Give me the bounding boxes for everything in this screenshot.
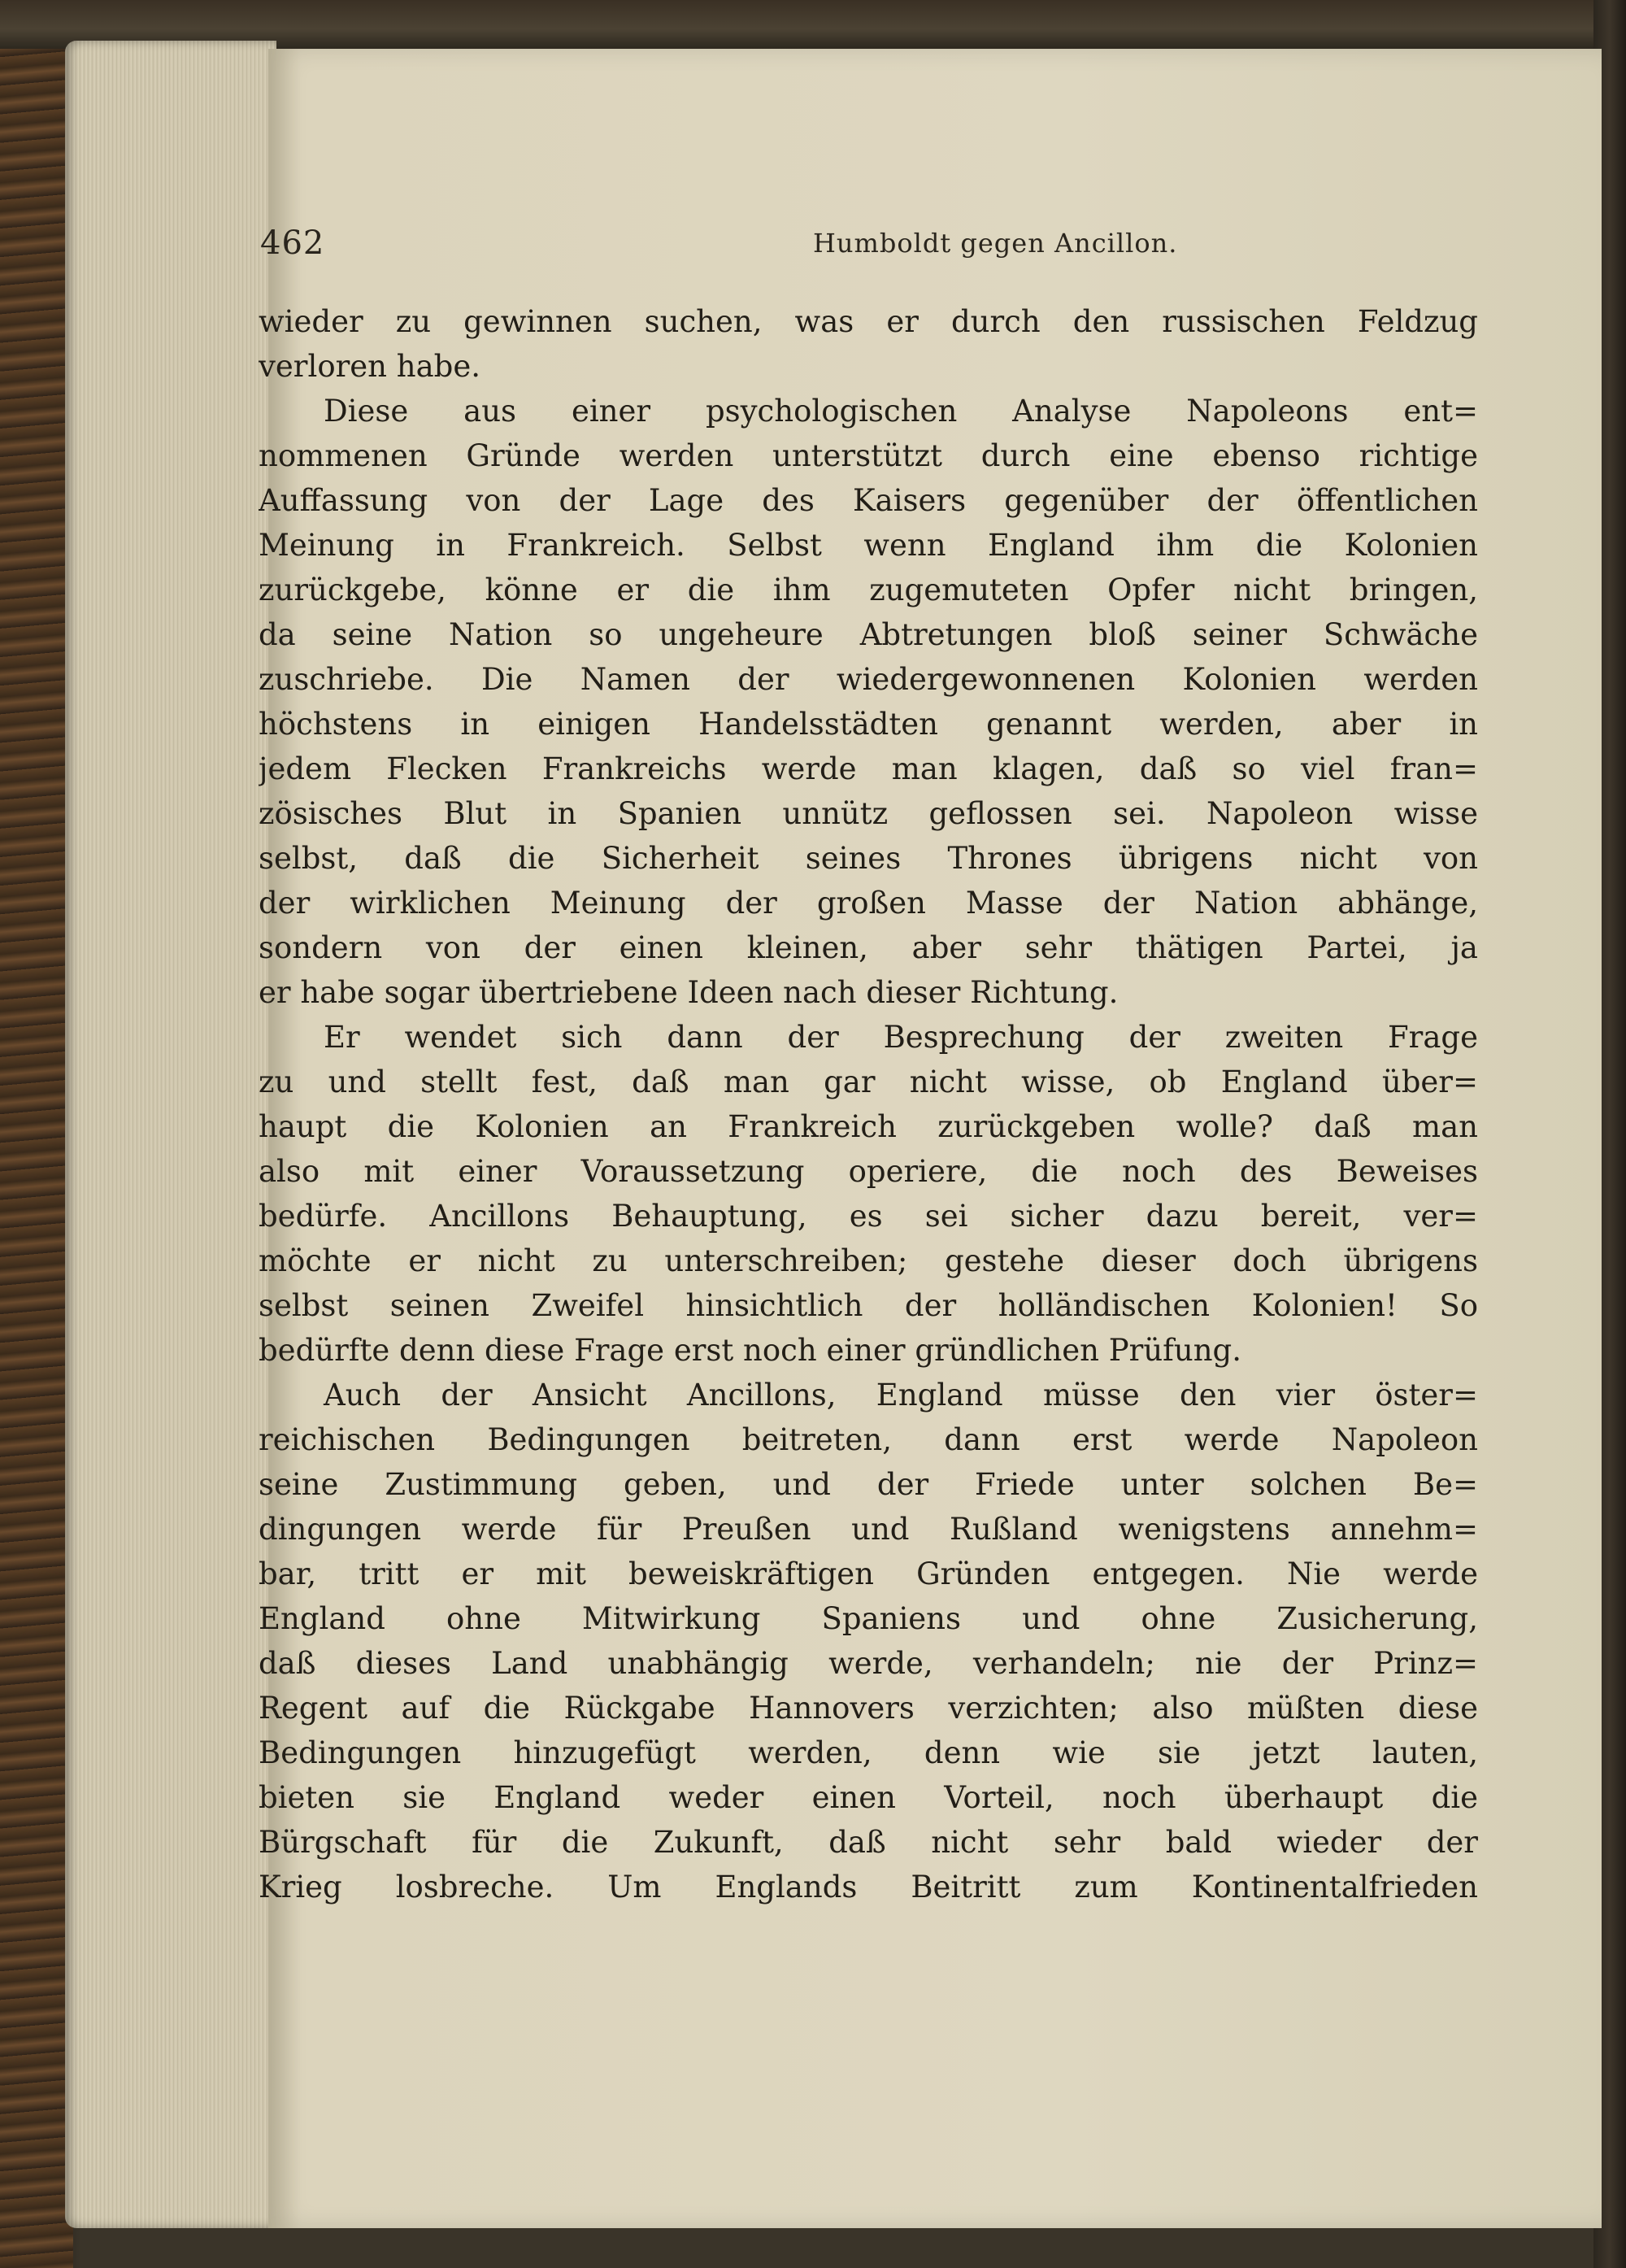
text-line: dingungen werde für Preußen und Rußland wenigstens annehm= — [259, 1512, 1478, 1547]
text-line: zurückgebe, könne er die ihm zugemuteten Opfer nicht bringen, — [259, 572, 1478, 607]
text-line: sondern von der einen kleinen, aber sehr thätigen Partei, ja — [259, 930, 1478, 965]
text-line: reichischen Bedingungen beitreten, dann erst werde Napoleon — [259, 1422, 1478, 1457]
page-stack-edges — [65, 41, 276, 2228]
text-line: der wirklichen Meinung der großen Masse der Nation abhänge, — [259, 886, 1478, 921]
text-line: Krieg losbreche. Um Englands Beitritt zum Kontinentalfrieden — [259, 1870, 1478, 1905]
text-line: Er wendet sich dann der Besprechung der zweiten Frage — [324, 1020, 1478, 1055]
text-line: wieder zu gewinnen suchen, was er durch den russischen Feldzug — [259, 304, 1478, 339]
text-line: haupt die Kolonien an Frankreich zurückgeben wolle? daß man — [259, 1109, 1478, 1144]
text-line: zu und stellt fest, daß man gar nicht wisse, ob England über= — [259, 1064, 1478, 1099]
text-line: verloren habe. — [259, 349, 481, 384]
text-line: bedürfe. Ancillons Behauptung, es sei sicher dazu bereit, ver= — [259, 1199, 1478, 1234]
text-line: er habe sogar übertriebene Ideen nach dieser Richtung. — [259, 975, 1119, 1010]
text-line: Regent auf die Rückgabe Hannovers verzichten; also müßten diese — [259, 1691, 1478, 1726]
text-line: nommenen Gründe werden unterstützt durch eine ebenso richtige — [259, 438, 1478, 473]
text-line: Bedingungen hinzugefügt werden, denn wie sie jetzt lauten, — [259, 1735, 1478, 1770]
text-line: höchstens in einigen Handelsstädten genannt werden, aber in — [259, 707, 1478, 742]
body-text — [259, 299, 1478, 1909]
text-line: Bürgschaft für die Zukunft, daß nicht sehr bald wieder der — [259, 1825, 1478, 1860]
text-line: seine Zustimmung geben, und der Friede unter solchen Be= — [259, 1467, 1478, 1502]
marbled-cover-edge — [0, 0, 73, 2268]
text-line: bieten sie England weder einen Vorteil, noch überhaupt die — [259, 1780, 1478, 1815]
text-line: Auch der Ansicht Ancillons, England müsse den vier öster= — [324, 1378, 1478, 1413]
text-line: bar, tritt er mit beweiskräftigen Gründen entgegen. Nie werde — [259, 1556, 1478, 1591]
text-line: jedem Flecken Frankreichs werde man klagen, daß so viel fran= — [259, 751, 1478, 786]
text-line: selbst, daß die Sicherheit seines Thrones übrigens nicht von — [259, 841, 1478, 876]
text-line: da seine Nation so ungeheure Abtretungen bloß seiner Schwäche — [259, 617, 1478, 652]
text-line: selbst seinen Zweifel hinsichtlich der holländischen Kolonien! So — [259, 1288, 1478, 1323]
text-line: England ohne Mitwirkung Spaniens und ohne Zusicherung, — [259, 1601, 1478, 1636]
text-line: zösisches Blut in Spanien unnütz geflossen sei. Napoleon wisse — [259, 796, 1478, 831]
text-line: zuschriebe. Die Namen der wiedergewonnenen Kolonien werden — [259, 662, 1478, 697]
running-title: Humboldt gegen Ancillon. — [813, 228, 1178, 259]
text-line: Meinung in Frankreich. Selbst wenn England ihm die Kolonien — [259, 528, 1478, 563]
page-number: 462 — [260, 224, 325, 262]
text-line: Diese aus einer psychologischen Analyse Napoleons ent= — [324, 394, 1478, 429]
text-line: Auffassung von der Lage des Kaisers gegenüber der öffentlichen — [259, 483, 1478, 518]
text-line: bedürfte denn diese Frage erst noch einer gründlichen Prüfung. — [259, 1333, 1241, 1368]
text-line: also mit einer Voraussetzung operiere, die noch des Beweises — [259, 1154, 1478, 1189]
text-line: daß dieses Land unabhängig werde, verhandeln; nie der Prinz= — [259, 1646, 1478, 1681]
text-line: möchte er nicht zu unterschreiben; gestehe dieser doch übrigens — [259, 1243, 1478, 1278]
